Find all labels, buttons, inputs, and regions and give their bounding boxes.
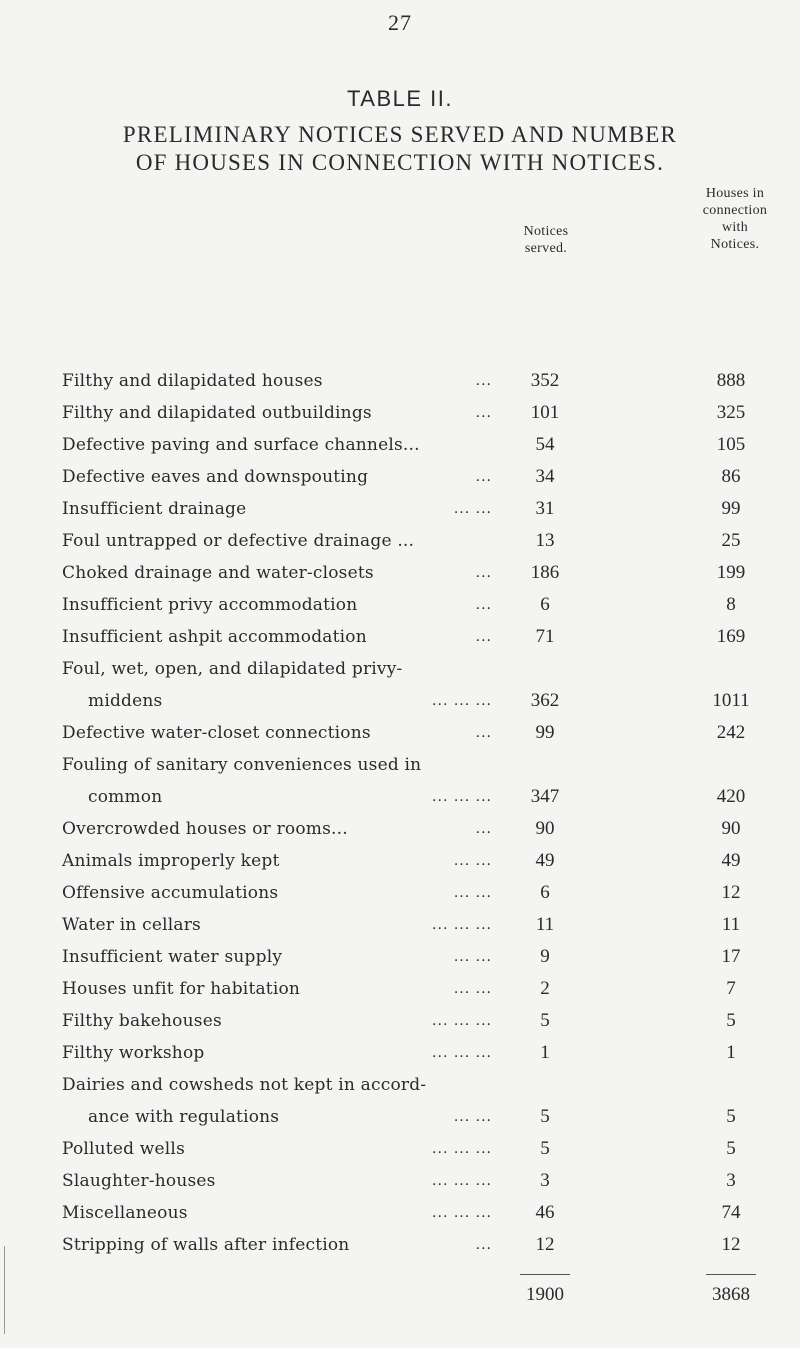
table-row bbox=[0, 1104, 800, 1130]
row-label: Filthy and dilapidated outbuildings bbox=[62, 403, 372, 423]
houses-value: 242 bbox=[716, 722, 746, 743]
row-leader-dots: ... bbox=[475, 373, 492, 389]
table-row bbox=[0, 976, 800, 1002]
row-label: Filthy bakehouses bbox=[62, 1011, 222, 1031]
row-leader-dots: ... bbox=[475, 597, 492, 613]
row-label-continuation: middens bbox=[88, 691, 163, 711]
houses-value: 1 bbox=[726, 1042, 736, 1063]
table-row bbox=[0, 624, 800, 650]
row-leader-dots: ... ... ... bbox=[432, 693, 492, 709]
row-label: Insufficient privy accommodation bbox=[62, 595, 358, 615]
row-label: Stripping of walls after infection bbox=[62, 1235, 350, 1255]
table-row bbox=[0, 816, 800, 842]
header-served-line-1: Notices bbox=[523, 224, 569, 239]
houses-value: 420 bbox=[716, 786, 746, 807]
notices-served-value: 11 bbox=[535, 914, 555, 935]
houses-value: 5 bbox=[726, 1138, 736, 1159]
row-leader-dots: ... ... bbox=[453, 885, 492, 901]
row-leader-dots: ... ... ... bbox=[432, 917, 492, 933]
row-leader-dots: ... ... ... bbox=[432, 1045, 492, 1061]
table-row bbox=[0, 880, 800, 906]
table-row-heading bbox=[0, 656, 800, 682]
column-header-houses bbox=[660, 185, 800, 253]
notices-served-value: 1 bbox=[540, 1042, 550, 1063]
table-row bbox=[0, 400, 800, 426]
table-title-line-2: OF HOUSES IN CONNECTION WITH NOTICES. bbox=[135, 150, 665, 175]
notices-served-value: 3 bbox=[540, 1170, 550, 1191]
notices-served-value: 6 bbox=[540, 594, 550, 615]
row-label: Houses unfit for habitation bbox=[62, 979, 301, 999]
notices-served-value: 347 bbox=[530, 786, 560, 807]
notices-served-value: 46 bbox=[535, 1202, 555, 1223]
row-label: Fouling of sanitary conveniences used in bbox=[62, 755, 422, 775]
notices-served-value: 31 bbox=[535, 498, 555, 519]
row-leader-dots: ... ... ... bbox=[432, 1141, 492, 1157]
table-row bbox=[0, 560, 800, 586]
notices-served-value: 99 bbox=[535, 722, 555, 743]
houses-value: 17 bbox=[721, 946, 741, 967]
table-row bbox=[0, 912, 800, 938]
houses-value: 105 bbox=[716, 434, 746, 455]
table-row bbox=[0, 528, 800, 554]
row-leader-dots: ... ... bbox=[453, 501, 492, 517]
notices-served-value: 362 bbox=[530, 690, 560, 711]
row-leader-dots: ... bbox=[475, 821, 492, 837]
houses-value: 11 bbox=[721, 914, 741, 935]
row-leader-dots: ... bbox=[475, 405, 492, 421]
row-label: Choked drainage and water-closets bbox=[62, 563, 374, 583]
row-label: Water in cellars bbox=[62, 915, 201, 935]
notices-served-value: 49 bbox=[535, 850, 555, 871]
row-label: Filthy and dilapidated houses bbox=[62, 371, 323, 391]
header-houses-line-4: Notices. bbox=[710, 237, 760, 252]
row-label-continuation: common bbox=[88, 787, 163, 807]
notices-served-value: 13 bbox=[535, 530, 555, 551]
houses-value: 888 bbox=[716, 370, 746, 391]
houses-value: 1011 bbox=[712, 690, 750, 711]
table-row bbox=[0, 1168, 800, 1194]
row-label: Defective paving and surface channels... bbox=[62, 435, 420, 455]
table-row bbox=[0, 848, 800, 874]
houses-value: 90 bbox=[721, 818, 741, 839]
row-leader-dots: ... ... bbox=[453, 981, 492, 997]
houses-value: 5 bbox=[726, 1106, 736, 1127]
row-label: Defective water-closet connections bbox=[62, 723, 371, 743]
row-label: Foul untrapped or defective drainage ... bbox=[62, 531, 415, 551]
row-label: Offensive accumulations bbox=[62, 883, 279, 903]
row-leader-dots: ... ... bbox=[453, 949, 492, 965]
header-served-line-2: served. bbox=[524, 241, 568, 256]
table-row-heading bbox=[0, 1072, 800, 1098]
houses-value: 25 bbox=[721, 530, 741, 551]
notices-served-value: 5 bbox=[540, 1010, 550, 1031]
row-label: Polluted wells bbox=[62, 1139, 185, 1159]
table-title-line-1: PRELIMINARY NOTICES SERVED AND NUMBER bbox=[122, 122, 678, 147]
row-leader-dots: ... bbox=[475, 629, 492, 645]
table-row bbox=[0, 432, 800, 458]
notices-served-value: 34 bbox=[535, 466, 555, 487]
table-row bbox=[0, 592, 800, 618]
notices-served-value: 9 bbox=[540, 946, 550, 967]
table-row bbox=[0, 944, 800, 970]
row-leader-dots: ... bbox=[475, 1237, 492, 1253]
houses-value: 49 bbox=[721, 850, 741, 871]
houses-value: 199 bbox=[716, 562, 746, 583]
notices-served-value: 101 bbox=[530, 402, 560, 423]
total-served: 1900 bbox=[526, 1284, 564, 1305]
row-label: Foul, wet, open, and dilapidated privy- bbox=[62, 659, 403, 679]
notices-served-value: 6 bbox=[540, 882, 550, 903]
row-leader-dots: ... ... ... bbox=[432, 1013, 492, 1029]
row-label: Insufficient water supply bbox=[62, 947, 283, 967]
houses-value: 99 bbox=[721, 498, 741, 519]
row-leader-dots: ... ... bbox=[453, 1109, 492, 1125]
row-leader-dots: ... ... bbox=[453, 853, 492, 869]
row-label: Insufficient drainage bbox=[62, 499, 247, 519]
column-header-notices-served bbox=[486, 223, 606, 257]
table-row bbox=[0, 720, 800, 746]
row-label: Overcrowded houses or rooms... bbox=[62, 819, 348, 839]
row-leader-dots: ... bbox=[475, 469, 492, 485]
notices-served-value: 352 bbox=[530, 370, 560, 391]
row-label: Slaughter-houses bbox=[62, 1171, 216, 1191]
row-label: Dairies and cowsheds not kept in accord- bbox=[62, 1075, 427, 1095]
table-label: TABLE II. bbox=[346, 86, 453, 111]
row-label: Animals improperly kept bbox=[62, 851, 280, 871]
table-row bbox=[0, 496, 800, 522]
header-houses-line-3: with bbox=[721, 220, 749, 235]
notices-served-value: 2 bbox=[540, 978, 550, 999]
notices-served-value: 5 bbox=[540, 1106, 550, 1127]
houses-value: 3 bbox=[726, 1170, 736, 1191]
header-houses-line-1: Houses in bbox=[705, 186, 765, 201]
header-houses-line-2: connection bbox=[702, 203, 768, 218]
row-label: Filthy workshop bbox=[62, 1043, 205, 1063]
notices-served-value: 12 bbox=[535, 1234, 555, 1255]
margin-mark bbox=[4, 1246, 5, 1334]
total-rule-houses bbox=[706, 1274, 756, 1275]
houses-value: 7 bbox=[726, 978, 736, 999]
houses-value: 325 bbox=[716, 402, 746, 423]
row-label-continuation: ance with regulations bbox=[88, 1107, 280, 1127]
row-label: Insufficient ashpit accommodation bbox=[62, 627, 367, 647]
row-leader-dots: ... bbox=[475, 565, 492, 581]
notices-served-value: 186 bbox=[530, 562, 560, 583]
houses-value: 12 bbox=[721, 1234, 741, 1255]
row-leader-dots: ... bbox=[475, 725, 492, 741]
row-leader-dots: ... ... ... bbox=[432, 789, 492, 805]
houses-value: 12 bbox=[721, 882, 741, 903]
notices-served-value: 5 bbox=[540, 1138, 550, 1159]
table-row bbox=[0, 784, 800, 810]
total-houses: 3868 bbox=[712, 1284, 750, 1305]
table-row bbox=[0, 1040, 800, 1066]
page-number: 27 bbox=[388, 10, 412, 35]
table-row bbox=[0, 1136, 800, 1162]
notices-served-value: 71 bbox=[535, 626, 555, 647]
houses-value: 169 bbox=[716, 626, 746, 647]
houses-value: 74 bbox=[721, 1202, 741, 1223]
table-row-heading bbox=[0, 752, 800, 778]
table-row bbox=[0, 1008, 800, 1034]
row-leader-dots: ... ... ... bbox=[432, 1173, 492, 1189]
row-leader-dots: ... ... ... bbox=[432, 1205, 492, 1221]
houses-value: 8 bbox=[726, 594, 736, 615]
table-row bbox=[0, 464, 800, 490]
notices-served-value: 54 bbox=[535, 434, 555, 455]
table-row bbox=[0, 368, 800, 394]
houses-value: 5 bbox=[726, 1010, 736, 1031]
total-rule-served bbox=[520, 1274, 570, 1275]
table-row bbox=[0, 1232, 800, 1258]
table-row bbox=[0, 688, 800, 714]
notices-served-value: 90 bbox=[535, 818, 555, 839]
table-row bbox=[0, 1200, 800, 1226]
houses-value: 86 bbox=[721, 466, 741, 487]
row-label: Miscellaneous bbox=[62, 1203, 188, 1223]
row-label: Defective eaves and downspouting bbox=[62, 467, 369, 487]
